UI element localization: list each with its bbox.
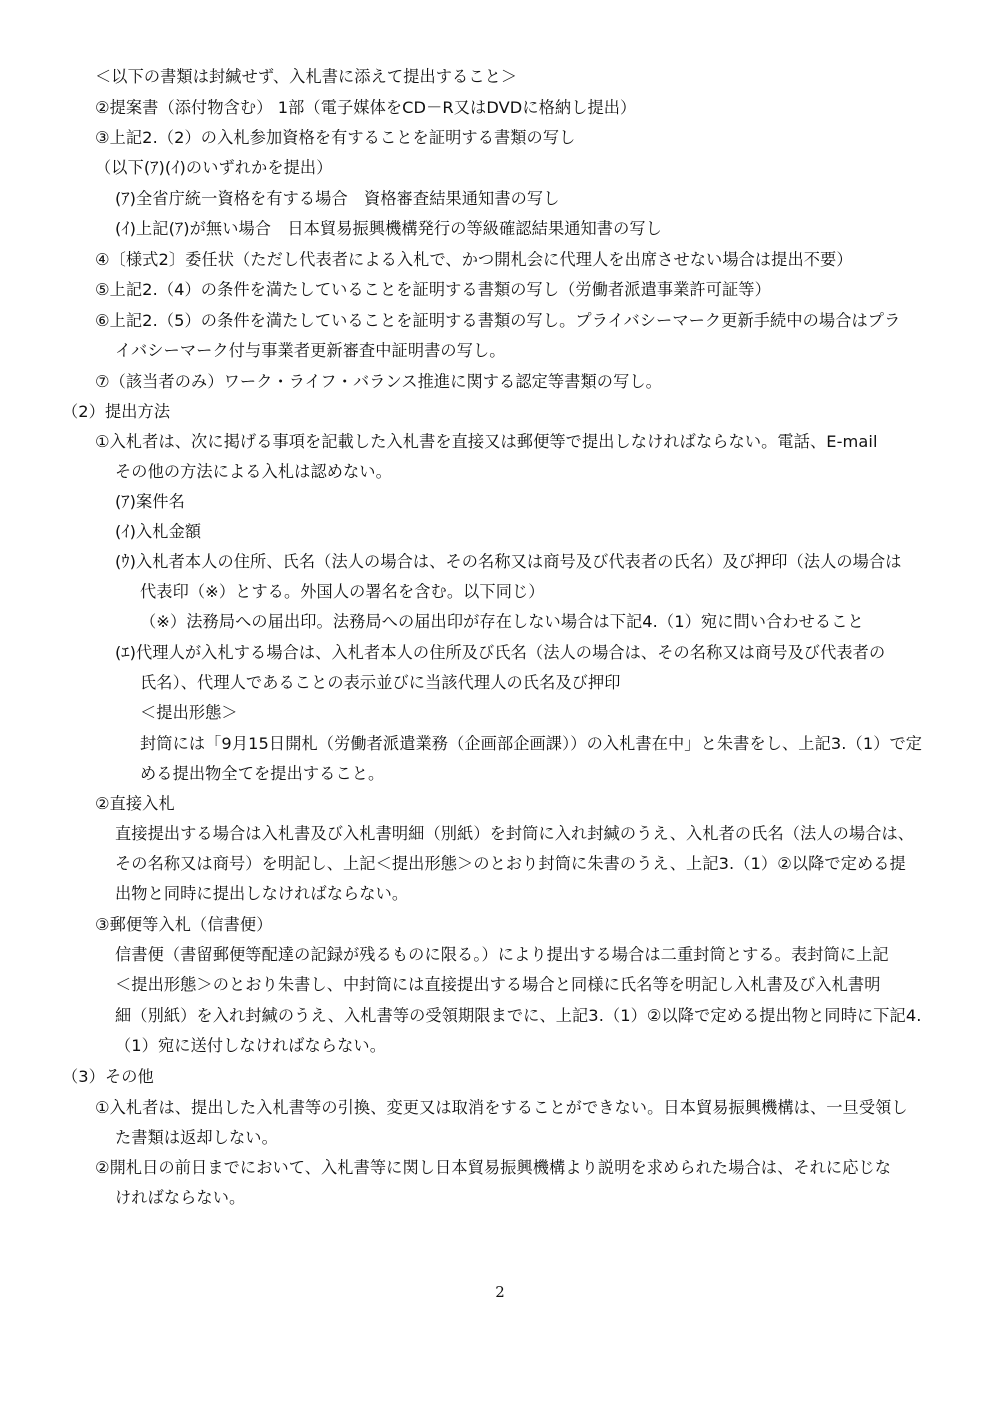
text-line: (ｳ)入札者本人の住所、氏名（法人の場合は、その名称又は商号及び代表者の氏名）及び押印（法人の場合は	[115, 552, 902, 571]
text-line: (ｲ)入札金額	[115, 522, 202, 541]
text-line: た書類は返却しない。	[115, 1128, 278, 1147]
text-line: 直接提出する場合は入札書及び入札書明細（別紙）を封筒に入れ封緘のうえ、入札者の氏名（法人の場合は、	[115, 824, 915, 843]
section-heading: （2）提出方法	[62, 402, 171, 421]
text-line: ⑥上記2.（5）の条件を満たしていることを証明する書類の写し。プライバシーマーク更新手続中の場合はプラ	[95, 311, 901, 330]
text-line: 細（別紙）を入れ封緘のうえ、入札書等の受領期限までに、上記3.（1）②以降で定める提出物と同時に下記4.	[115, 1006, 922, 1025]
text-line: (ｲ)上記(ｱ)が無い場合 日本貿易振興機構発行の等級確認結果通知書の写し	[115, 219, 662, 238]
text-line: 信書便（書留郵便等配達の記録が残るものに限る。）により提出する場合は二重封筒とする。表封筒に上記	[115, 945, 889, 964]
text-line: （※）法務局への届出印。法務局への届出印が存在しない場合は下記4.（1）宛に問い合わせること	[140, 612, 864, 631]
text-line: ②提案書（添付物含む） 1部（電子媒体をCD－R又はDVDに格納し提出）	[95, 98, 637, 117]
text-line: その他の方法による入札は認めない。	[115, 462, 392, 481]
text-line: 封筒には「9月15日開札（労働者派遣業務（企画部企画課））の入札書在中」と朱書をし、上記3.（1）で定	[140, 734, 923, 753]
text-line: ①入札者は、次に掲げる事項を記載した入札書を直接又は郵便等で提出しなければならない。電話、E-mail	[95, 432, 878, 451]
text-line: （1）宛に送付しなければならない。	[115, 1036, 386, 1055]
text-line: その名称又は商号）を明記し、上記＜提出形態＞のとおり封筒に朱書のうえ、上記3.（1）②以降で定める提	[115, 854, 906, 873]
page-number: 2	[495, 1283, 505, 1301]
text-line: ③郵便等入札（信書便）	[95, 915, 273, 934]
text-line: ④〔様式2〕委任状（ただし代表者による入札で、かつ開札会に代理人を出席させない場合は提出不要）	[95, 250, 853, 269]
text-line: ＜以下の書類は封緘せず、入札書に添えて提出すること＞	[95, 67, 518, 86]
text-line: 代表印（※）とする。外国人の署名を含む。以下同じ）	[140, 582, 545, 601]
text-line: ①入札者は、提出した入札書等の引換、変更又は取消をすることができない。日本貿易振興機構は、一旦受領し	[95, 1098, 908, 1117]
text-line: (ｱ)案件名	[115, 492, 185, 511]
text-line: (ｱ)全省庁統一資格を有する場合 資格審査結果通知書の写し	[115, 189, 560, 208]
text-line: ②開札日の前日までにおいて、入札書等に関し日本貿易振興機構より説明を求められた場合は、それに応じな	[95, 1158, 892, 1177]
text-line: イバシーマーク付与事業者更新審査中証明書の写し。	[115, 341, 506, 360]
text-line: （以下(ｱ)(ｲ)のいずれかを提出）	[95, 158, 333, 177]
text-line: める提出物全てを提出すること。	[140, 764, 385, 783]
text-line: ③上記2.（2）の入札参加資格を有することを証明する書類の写し	[95, 128, 576, 147]
text-line: 氏名）、代理人であることの表示並びに当該代理人の氏名及び押印	[140, 673, 621, 692]
text-line: ⑤上記2.（4）の条件を満たしていることを証明する書類の写し（労働者派遣事業許可証等）	[95, 280, 771, 299]
section-heading: （3）その他	[62, 1067, 154, 1086]
text-line: 出物と同時に提出しなければならない。	[115, 884, 409, 903]
text-line: ければならない。	[115, 1188, 246, 1207]
text-line: ＜提出形態＞のとおり朱書し、中封筒には直接提出する場合と同様に氏名等を明記し入札書及び入札書明	[115, 975, 881, 994]
text-line: (ｴ)代理人が入札する場合は、入札者本人の住所及び氏名（法人の場合は、その名称又は商号及び代表者の	[115, 643, 886, 662]
text-line: ②直接入札	[95, 794, 175, 813]
text-line: ⑦（該当者のみ）ワーク・ライフ・バランス推進に関する認定等書類の写し。	[95, 372, 662, 391]
text-line: ＜提出形態＞	[140, 703, 238, 722]
